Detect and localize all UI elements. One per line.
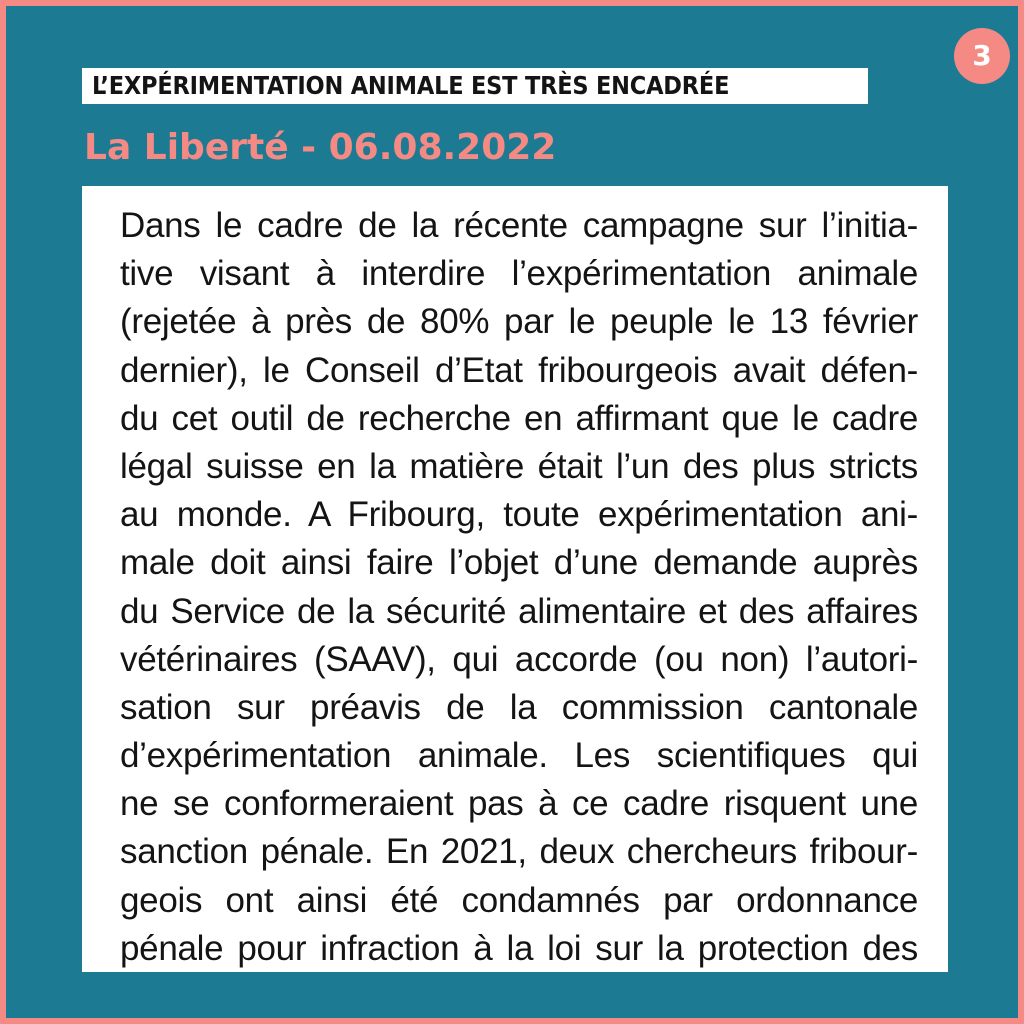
- article-line: tive visant à interdire l’expérimentation animale: [120, 254, 918, 294]
- article-line: au monde. A Fribourg, toute expérimentation ani-: [120, 495, 918, 535]
- article-line: male doit ainsi faire l’objet d’une demande auprès: [120, 543, 918, 583]
- article-line: vétérinaires (SAAV), qui accorde (ou non) l’autori-: [120, 639, 918, 679]
- article-line: dernier), le Conseil d’Etat fribourgeois avait défen-: [120, 350, 918, 390]
- article-line: (rejetée à près de 80% par le peuple le 13 février: [120, 302, 918, 342]
- headline: L’EXPÉRIMENTATION ANIMALE EST TRÈS ENCADRÉE: [92, 71, 730, 100]
- article-line: du Service de la sécurité alimentaire et des affaires: [120, 591, 918, 631]
- article-line: légal suisse en la matière était l’un des plus stricts: [120, 446, 918, 486]
- source-date: La Liberté - 06.08.2022: [84, 127, 557, 168]
- headline-banner: [82, 68, 868, 104]
- article-line: ne se conformeraient pas à ce cadre risquent une: [120, 784, 918, 824]
- article-line: geois ont ainsi été condamnés par ordonnance: [120, 880, 918, 920]
- article-text-panel: [82, 186, 948, 972]
- page-number-badge: 3: [954, 28, 1010, 84]
- article-line: Dans le cadre de la récente campagne sur l’initia-: [120, 206, 918, 245]
- article-line: d’expérimentation animale. Les scientifiques qui: [120, 736, 918, 776]
- article-line: sanction pénale. En 2021, deux chercheurs fribour-: [120, 832, 918, 872]
- article-line: du cet outil de recherche en affirmant que le cadre: [120, 398, 918, 438]
- article-line: pénale pour infraction à la loi sur la protection des: [120, 928, 918, 968]
- article-line: sation sur préavis de la commission cantonale: [120, 687, 918, 727]
